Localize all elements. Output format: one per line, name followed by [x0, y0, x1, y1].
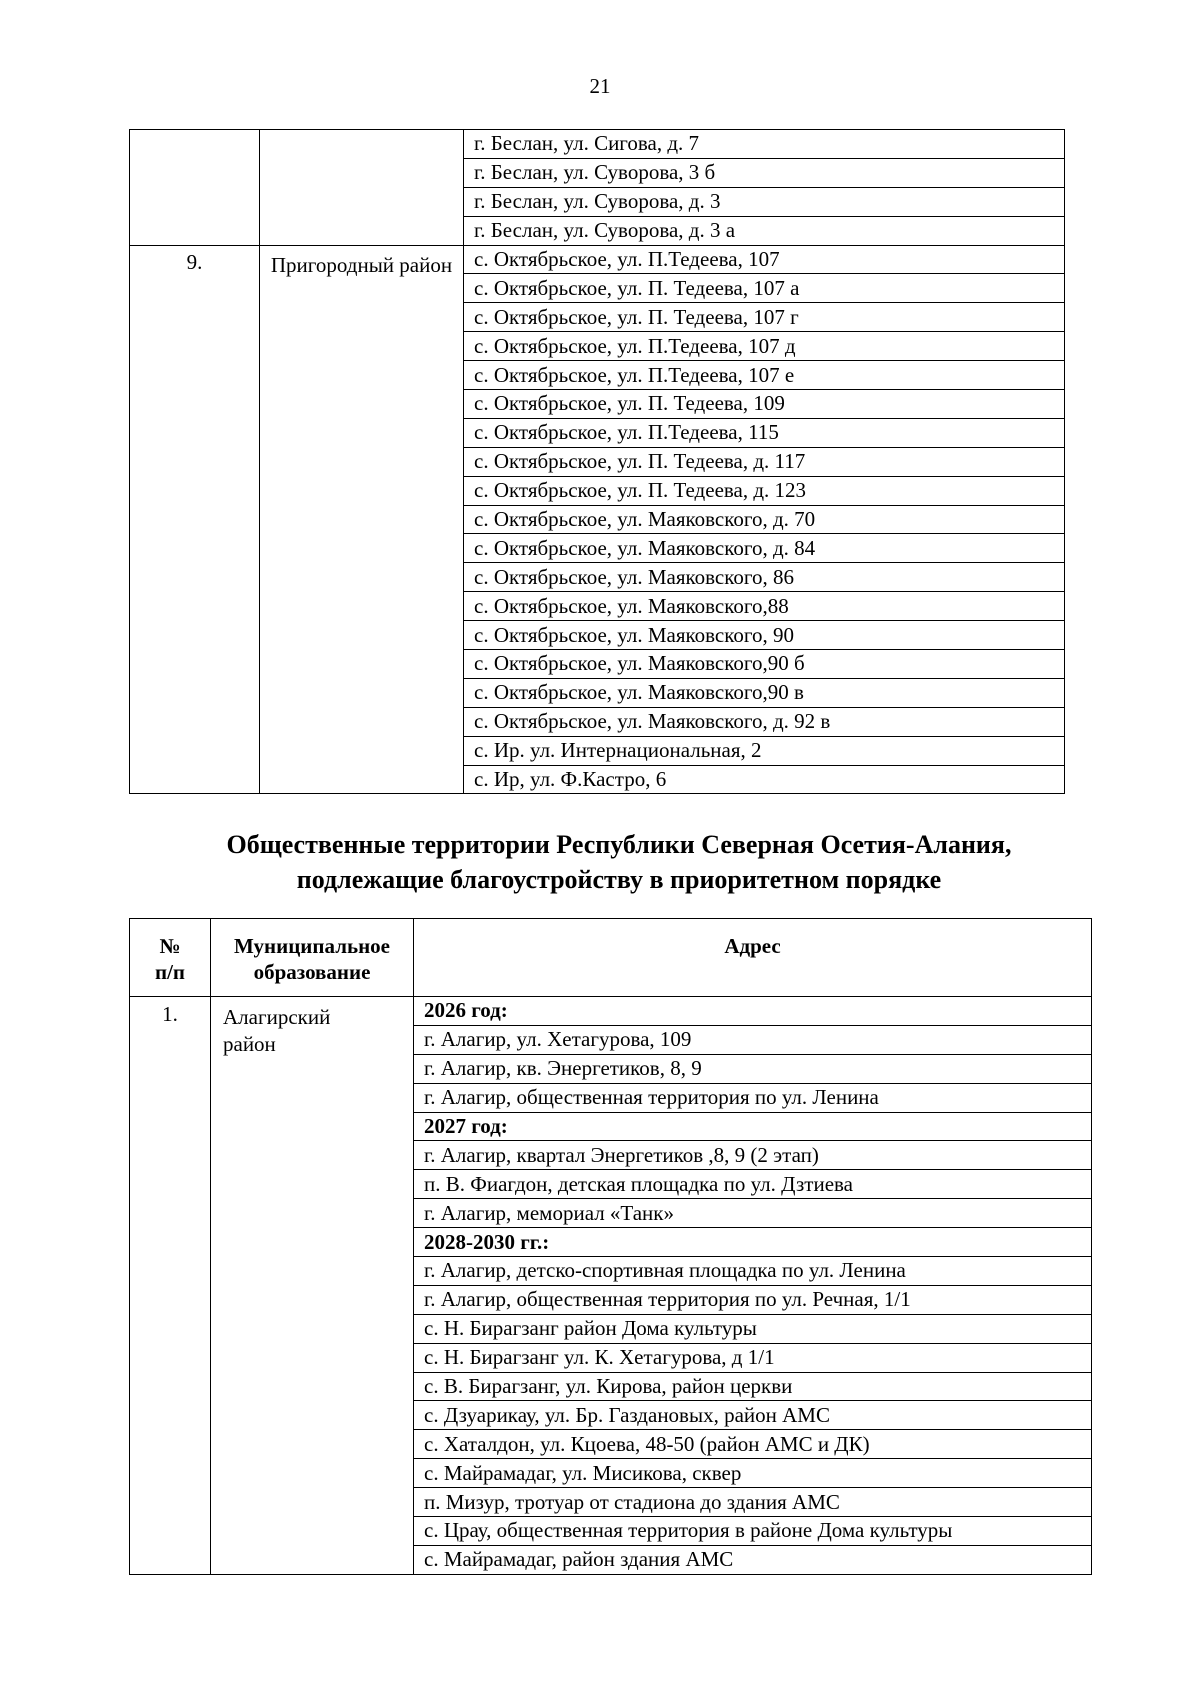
address-cell: с. Октябрьское, ул. П. Тедеева, д. 123: [464, 476, 1065, 505]
address-cell: г. Алагир, ул. Хетагурова, 109: [414, 1025, 1092, 1054]
year-heading-cell: 2028-2030 гг.:: [414, 1228, 1092, 1257]
public-territories-table: [129, 918, 1092, 1575]
address-cell: с. Ир, ул. Ф.Кастро, 6: [464, 765, 1065, 794]
address-cell: с. Октябрьское, ул. П.Тедеева, 107: [464, 245, 1065, 274]
address-cell: г. Алагир, мемориал «Танк»: [414, 1199, 1092, 1228]
address-cell: г. Алагир, общественная территория по ул. Ленина: [414, 1083, 1092, 1112]
address-cell: с. Октябрьское, ул. Маяковского,88: [464, 592, 1065, 621]
address-cell: с. Октябрьское, ул. Маяковского, 90: [464, 621, 1065, 650]
address-cell: с. Октябрьское, ул. П. Тедеева, 107 г: [464, 303, 1065, 332]
header-municipality-line: Муниципальное: [233, 934, 391, 958]
address-cell: с. Дзуарикау, ул. Бр. Газдановых, район АМС: [414, 1401, 1092, 1430]
address-cell: с. Октябрьское, ул. Маяковского, д. 84: [464, 534, 1065, 563]
address-cell: с. Октябрьское, ул. Маяковского, д. 70: [464, 505, 1065, 534]
address-cell: с. Майрамадаг, ул. Мисикова, сквер: [414, 1459, 1092, 1488]
table-row: [130, 130, 1065, 159]
address-cell: с. Октябрьское, ул. Маяковского,90 в: [464, 678, 1065, 707]
address-cell: г. Алагир, детско-спортивная площадка по ул. Ленина: [414, 1257, 1092, 1286]
address-cell: с. Октябрьское, ул. Маяковского, д. 92 в: [464, 707, 1065, 736]
page-number: 21: [589, 74, 611, 98]
municipality-line: район: [223, 1032, 276, 1057]
table-header-row: [130, 919, 1092, 997]
address-cell: г. Беслан, ул. Суворова, 3 б: [464, 158, 1065, 187]
address-cell: г. Беслан, ул. Сигова, д. 7: [464, 130, 1065, 159]
address-cell: с. Октябрьское, ул. П. Тедеева, д. 117: [464, 447, 1065, 476]
address-cell: с. Октябрьское, ул. Маяковского, 86: [464, 563, 1065, 592]
number-cell: [130, 130, 260, 246]
municipality-cell: [211, 997, 414, 1575]
header-address: Адрес: [414, 919, 1092, 997]
municipality-cell: Пригородный район: [260, 245, 464, 794]
number-cell: 1.: [130, 997, 211, 1575]
table-row: [130, 245, 1065, 274]
address-cell: с. Октябрьское, ул. П. Тедеева, 107 а: [464, 274, 1065, 303]
section-title-line: Общественные территории Республики Северная Осетия-Алания,: [226, 830, 1012, 859]
address-cell: с. Црау, общественная территория в районе Дома культуры: [414, 1517, 1092, 1546]
address-cell: с. Н. Бирагзанг район Дома культуры: [414, 1314, 1092, 1343]
address-cell: с. Октябрьское, ул. П.Тедеева, 115: [464, 418, 1065, 447]
year-heading-cell: 2026 год:: [414, 997, 1092, 1026]
header-number: [130, 919, 211, 997]
number-cell: 9.: [130, 245, 260, 794]
address-cell: с. Майрамадаг, район здания АМС: [414, 1545, 1092, 1574]
address-cell: с. Хаталдон, ул. Кцоева, 48-50 (район АМС и ДК): [414, 1430, 1092, 1459]
courtyards-table-continuation: [129, 129, 1065, 794]
address-cell: с. Октябрьское, ул. П.Тедеева, 107 д: [464, 332, 1065, 361]
section-title: [129, 827, 1109, 897]
address-cell: с. Октябрьское, ул. Маяковского,90 б: [464, 650, 1065, 679]
table-row: [130, 997, 1092, 1026]
address-cell: с. Октябрьское, ул. П.Тедеева, 107 е: [464, 361, 1065, 390]
header-municipality-line: образование: [253, 960, 371, 985]
address-cell: с. Ир. ул. Интернациональная, 2: [464, 736, 1065, 765]
section-title-line: подлежащие благоустройству в приоритетном порядке: [296, 865, 942, 894]
address-cell: с. В. Бирагзанг, ул. Кирова, район церкви: [414, 1372, 1092, 1401]
address-cell: г. Алагир, квартал Энергетиков ,8, 9 (2 этап): [414, 1141, 1092, 1170]
municipality-line: Алагирский: [223, 1005, 331, 1029]
header-number-line: №: [159, 934, 181, 958]
address-cell: г. Алагир, общественная территория по ул. Речная, 1/1: [414, 1285, 1092, 1314]
header-municipality: [211, 919, 414, 997]
year-heading-cell: 2027 год:: [414, 1112, 1092, 1141]
address-cell: п. В. Фиагдон, детская площадка по ул. Дзтиева: [414, 1170, 1092, 1199]
address-cell: с. Октябрьское, ул. П. Тедеева, 109: [464, 390, 1065, 419]
address-cell: г. Алагир, кв. Энергетиков, 8, 9: [414, 1054, 1092, 1083]
municipality-cell: [260, 130, 464, 246]
address-cell: п. Мизур, тротуар от стадиона до здания АМС: [414, 1488, 1092, 1517]
header-number-line: п/п: [154, 960, 186, 985]
address-cell: г. Беслан, ул. Суворова, д. 3 а: [464, 216, 1065, 245]
address-cell: г. Беслан, ул. Суворова, д. 3: [464, 187, 1065, 216]
address-cell: с. Н. Бирагзанг ул. К. Хетагурова, д 1/1: [414, 1343, 1092, 1372]
